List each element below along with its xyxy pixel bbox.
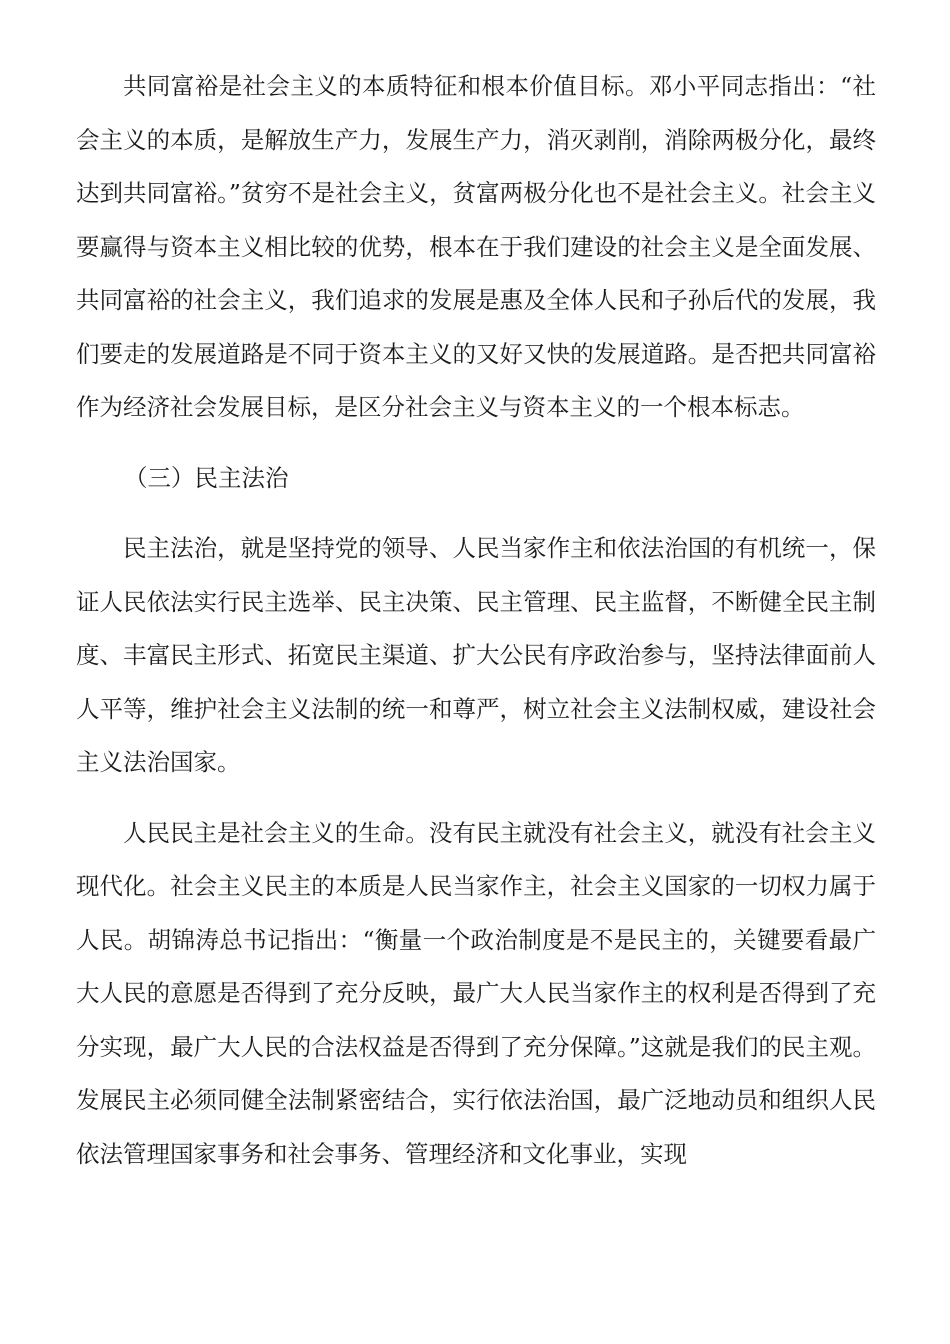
paragraph-common-prosperity: 共同富裕是社会主义的本质特征和根本价值目标。邓小平同志指出：“社会主义的本质，是解放生产力，发展生产力，消灭剥削，消除两极分化，最终达到共同富裕。”贫穷不是社会主义，贫富两极分化也不是社会主义。社会主义要赢得与资本主义相比较的优势，根本在于我们建设的社会主义是全面发展、共同富裕的社会主义，我们追求的发展是惠及全体人民和子孙后代的发展，我们要走的发展道路是不同于资本主义的又好又快的发展道路。是否把共同富裕作为经济社会发展目标，是区分社会主义与资本主义的一个根本标志。 <box>76 72 876 421</box>
document-page <box>76 60 876 1181</box>
paragraph-democracy-rule-of-law: 民主法治，就是坚持党的领导、人民当家作主和依法治国的有机统一，保证人民依法实行民主选举、民主决策、民主管理、民主监督，不断健全民主制度、丰富民主形式、拓宽民主渠道、扩大公民有序政治参与，坚持法律面前人人平等，维护社会主义法制的统一和尊严，树立社会主义法制权威，建设社会主义法治国家。 <box>76 534 876 776</box>
paragraph-people-democracy: 人民民主是社会主义的生命。没有民主就没有社会主义，就没有社会主义现代化。社会主义民主的本质是人民当家作主，社会主义国家的一切权力属于人民。胡锦涛总书记指出：“衡量一个政治制度是不是民主的，关键要看最广大人民的意愿是否得到了充分反映，最广大人民当家作主的权利是否得到了充分实现，最广大人民的合法权益是否得到了充分保障。”这就是我们的民主观。发展民主必须同健全法制紧密结合，实行依法治国，最广泛地动员和组织人民依法管理国家事务和社会事务、管理经济和文化事业，实现 <box>76 818 876 1168</box>
section-heading-democracy-rule-of-law: （三）民主法治 <box>124 463 289 492</box>
